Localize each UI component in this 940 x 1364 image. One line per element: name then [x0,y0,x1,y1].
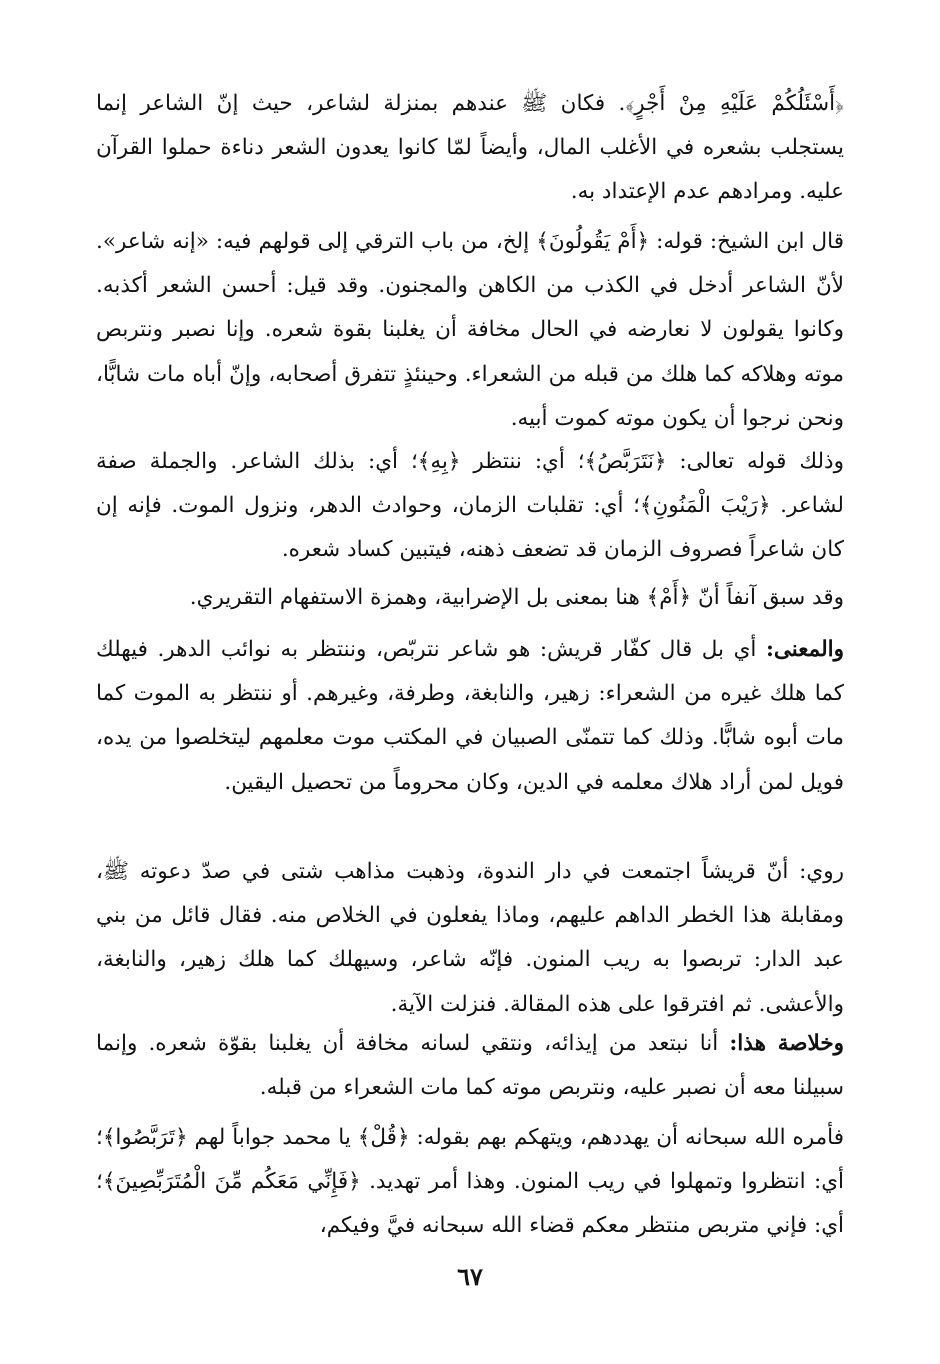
paragraph-6 [96,850,844,1027]
paragraph-body: قال ابن الشيخ: قوله: ﴿أَمْ يَقُولُونَ﴾ إلخ، من باب الترقي إلى قولهم فيه: «إنه شاعر». لأنّ الشاعر أدخل في الكذب من الكاهن والمجنون. وقد قيل: أحسن الشعر أكذبه. وكانوا يقولون لا نعارضه في الحال مخافة أن يغلبنا بقوة شعره. وإنا نصبر ونتربص موته وهلاكه كما هلك من قبله من الشعراء. وحينئذٍ تتفرق أصحابه، وإنّ أباه مات شابًّا، ونحن نرجوا أن يكون موته كموت أبيه. [96,229,844,431]
paragraph-7 [96,1022,844,1110]
paragraph-body: فأمره الله سبحانه أن يهددهم، ويتهكم بهم بقوله: ﴿قُلْ﴾ يا محمد جواباً لهم ﴿تَرَبَّصُوا﴾؛ أي: انتظروا وتمهلوا في ريب المنون. وهذا أمر تهديد. ﴿فَإِنِّي مَعَكُم مِّنَ الْمُتَرَبِّصِينَ﴾؛ أي: فإني متربص منتظر معكم قضاء الله سبحانه فيَّ وفيكم، [96,1125,844,1239]
paragraph-lead: وخلاصة هذا: [729,1031,844,1056]
paragraph-8 [96,1116,844,1249]
paragraph-body: وقد سبق آنفاً أنّ ﴿أَمْ﴾ هنا بمعنى بل الإضرابية، وهمزة الاستفهام التقريري. [189,585,844,610]
paragraph-body: وذلك قوله تعالى: ﴿نَتَرَبَّصُ﴾؛ أي: ننتظر ﴿بِهِ﴾؛ أي: بذلك الشاعر. والجملة صفة لشاعر. ﴿رَيْبَ الْمَنُونِ﴾؛ أي: تقلبات الزمان، وحوادث الدهر، ونزول الموت. فإنه إن كان شاعراً فصروف الزمان قد تضعف ذهنه، فيتبين كساد شعره. [96,449,844,563]
paragraph-1 [96,82,844,215]
paragraph-body: أنا نبتعد من إيذائه، ونتقي لسانه مخافة أن يغلبنا بقوّة شعره. وإنما سبيلنا معه أن نصبر عليه، ونتربص موته كما مات الشعراء من قبله. [96,1031,844,1101]
paragraph-body: أي بل قال كفّار قريش: هو شاعر نتربّص، وننتظر به نوائب الدهر. فيهلك كما هلك غيره من الشعراء: زهير، والنابغة، وطرفة، وغيرهم. أو ننتظر به الموت كما مات أبوه شابًّا. وذلك كما تتمنّى الصبيان في المكتب موت معلمهم ليتخلصوا من يده، فويل لمن أراد هلاك معلمه في الدين، وكان محروماً من تحصيل اليقين. [96,637,844,795]
paragraph-lead: والمعنى: [765,637,844,662]
paragraph-5 [96,628,844,805]
paragraph-2 [96,220,844,441]
page-number: ٦٧ [457,1262,483,1291]
paragraph-4 [96,576,844,620]
paragraph-body: روي: أنّ قريشاً اجتمعت في دار الندوة، وذهبت مذاهب شتى في صدّ دعوته ﷺ، ومقابلة هذا الخطر الداهم عليهم، وماذا يفعلون في الخلاص منه. فقال قائل من بني عبد الدار: تربصوا به ريب المنون. فإنّه شاعر، وسيهلك كما هلك زهير، والنابغة، والأعشى. ثم افترقوا على هذه المقالة. فنزلت الآية. [96,859,844,1017]
paragraph-body: ﴿أَسْئَلُكُمْ عَلَيْهِ مِنْ أَجْرٍ﴾. فكان ﷺ عندهم بمنزلة لشاعر، حيث إنّ الشاعر إنما يستجلب بشعره في الأغلب المال، وأيضاً لمّا كانوا يعدون الشعر دناءة حملوا القرآن عليه. ومرادهم عدم الإعتداد به. [96,91,844,205]
paragraph-3 [96,440,844,573]
